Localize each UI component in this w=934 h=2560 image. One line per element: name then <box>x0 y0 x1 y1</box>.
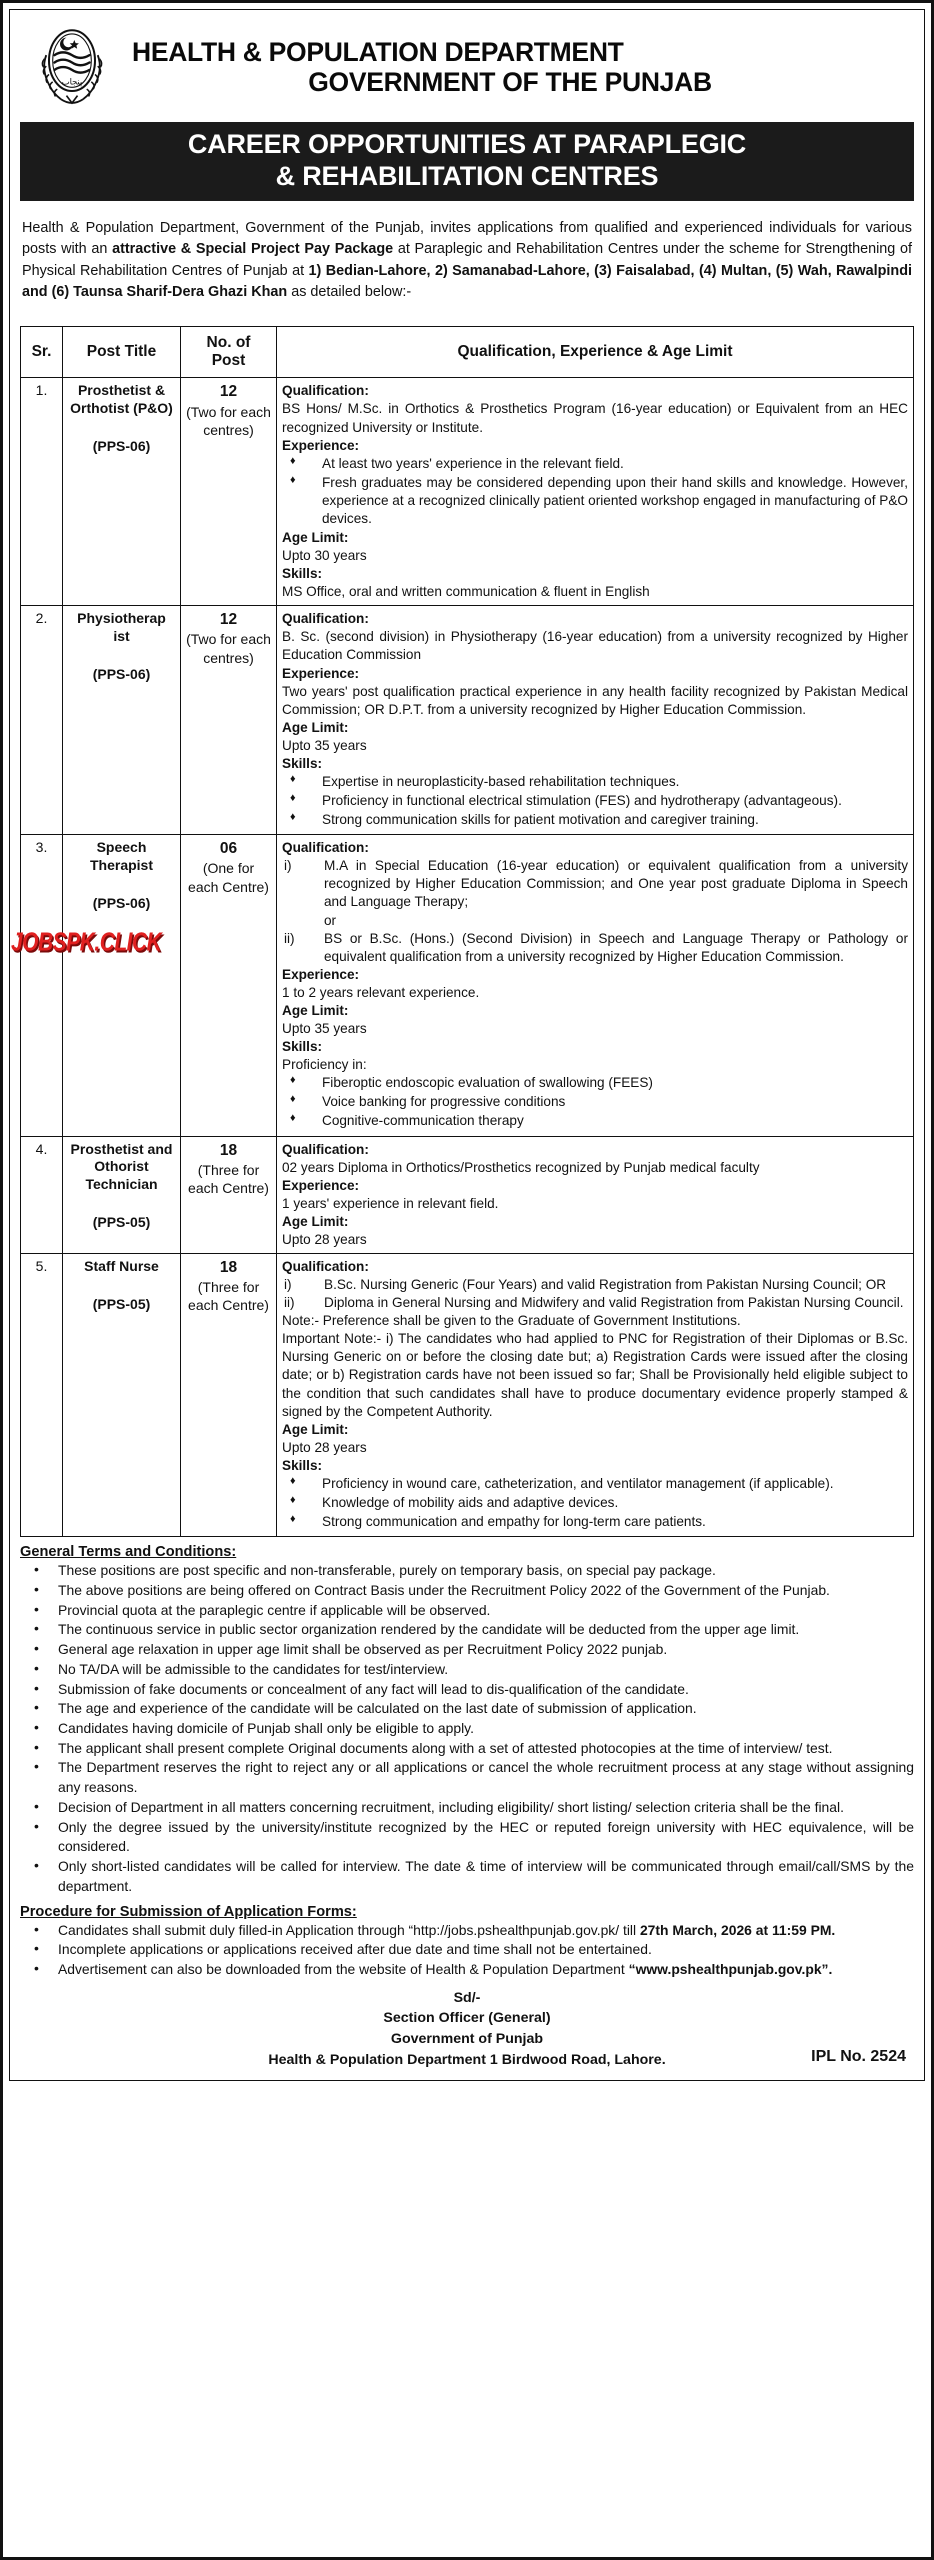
row-5-skills-label: Skills: <box>282 1457 323 1473</box>
list-item: ♦ Fresh graduates may be considered depending upon their hand skills and knowledge. However, experience at a recognized clinically patient oriented workshop engaged in manufacturing of P&O devices. <box>282 474 908 528</box>
list-item: • Only the degree issued by the university/institute recognized by the HEC or reputed foreign university with HEC equivalence, will be considered. <box>20 1818 914 1857</box>
table-row <box>21 1253 914 1536</box>
signature-officer: Section Officer (General) <box>383 2010 551 2027</box>
row-3-skills-intro: Proficiency in: <box>282 1057 367 1073</box>
row-4-experience-text: 1 years' experience in relevant field. <box>282 1195 499 1211</box>
watermark-jobspk: JOBSPK.CLICK <box>11 928 162 957</box>
row-2-qualification-text: B. Sc. (second division) in Physiotherapy (16-year education) from a university recognized by Higher Education Commission <box>282 629 908 663</box>
row-3-qualification-list-2 <box>282 930 908 966</box>
row-5-qual-ii-marker: ii) <box>284 1295 295 1311</box>
row-3-details <box>277 835 914 1136</box>
list-item: • The Department reserves the right to reject any or all applications or cancel the whole recruitment process at any stage without assigning any reasons. <box>20 1758 914 1797</box>
row-3-skills-list <box>282 1074 908 1130</box>
punjab-government-crest-icon <box>26 22 118 114</box>
intro-part-1: Health & Population Department, Government of the Punjab, invites applications from qualified and experienced individuals for various posts with an <box>22 219 912 258</box>
list-item <box>282 857 908 911</box>
department-title: HEALTH & POPULATION DEPARTMENT <box>132 37 624 68</box>
list-item: • These positions are post specific and non-transferable, purely on temporary basis, on special pay package. <box>20 1561 914 1581</box>
list-item <box>20 1921 914 1941</box>
row-4-count-note: (Three for each Centre) <box>188 1161 269 1196</box>
row-4-post-title <box>63 1136 181 1253</box>
row-3-title-text: Speech Therapist <box>89 839 153 874</box>
row-5-qual-i-text: B.Sc. Nursing Generic (Four Years) and valid Registration from Pakistan Nursing Council; OR <box>324 1277 887 1293</box>
list-item: ♦ Fiberoptic endoscopic evaluation of swallowing (FEES) <box>282 1074 908 1092</box>
row-4-age-limit-label: Age Limit: <box>282 1213 349 1229</box>
row-2-skills-label: Skills: <box>282 755 323 771</box>
row-2-experience-label: Experience: <box>282 665 360 681</box>
row-1-qualification-label: Qualification: <box>282 383 369 399</box>
list-item: • Submission of fake documents or concealment of any fact will lead to dis-qualification of the candidate. <box>20 1680 914 1700</box>
column-header-no-of-post: No. of Post <box>181 327 277 378</box>
list-item: • The continuous service in public sector organization rendered by the candidate will be deducted from the upper age limit. <box>20 1620 914 1640</box>
list-item: • Only short-listed candidates will be called for interview. The date & time of interview will be communicated through email/call/SMS by the department. <box>20 1857 914 1896</box>
row-3-post-title <box>63 835 181 1136</box>
list-item: • The applicant shall present complete Original documents along with a set of attested photocopies at the time of interview/ test. <box>20 1739 914 1759</box>
row-5-important-note: Important Note:- i) The candidates who had applied to PNC for Registration of their Diplomas or B.Sc. Nursing Generic on or before the closing date but; a) Registration Cards were issued after the closing date; or b) Registration cards have not been issued so far; Shall be Provisionally held eligible subject to the condition that such candidates shall have to produce documentary evidence properly stamped & signed by the Competent Authority. <box>282 1331 908 1419</box>
row-1-experience-label: Experience: <box>282 437 360 453</box>
row-2-title-text: Physiotherap ist <box>77 610 166 645</box>
banner-line-2: & REHABILITATION CENTRES <box>275 160 659 191</box>
procedure-item-3-text: Advertisement can also be downloaded from the website of Health & Population Department <box>58 1961 629 1978</box>
row-4-details <box>277 1136 914 1253</box>
table-row <box>21 1136 914 1253</box>
row-1-skills-text: MS Office, oral and written communication & fluent in English <box>282 584 650 600</box>
row-5-age-limit-label: Age Limit: <box>282 1421 349 1437</box>
list-item: ♦ Expertise in neuroplasticity-based rehabilitation techniques. <box>282 773 908 791</box>
procedure-item-1-text: Candidates shall submit duly filled-in Application through “http://jobs.pshealthpunjab.gov.pk/ till <box>58 1921 640 1938</box>
row-3-pay-scale: (PPS-06) <box>92 895 151 912</box>
column-header-sr: Sr. <box>21 327 63 378</box>
row-5-age-limit-text: Upto 28 years <box>282 1439 367 1455</box>
intro-bold-pay-package: attractive & Special Project Pay Package <box>112 241 394 258</box>
list-item <box>20 1960 914 1980</box>
application-deadline: 27th March, 2026 at 11:59 PM. <box>639 1921 836 1938</box>
list-item <box>282 1276 908 1294</box>
row-1-no-of-post <box>181 378 277 606</box>
row-4-count: 18 <box>219 1141 238 1159</box>
list-item: • Provincial quota at the paraplegic centre if applicable will be observed. <box>20 1601 914 1621</box>
list-item: ♦ At least two years' experience in the relevant field. <box>282 455 908 473</box>
procedure-list <box>20 1921 914 1980</box>
procedure-heading: Procedure for Submission of Application Forms: <box>20 1903 357 1920</box>
row-1-count-note: (Two for each centres) <box>186 403 271 438</box>
row-1-count: 12 <box>219 383 238 401</box>
row-5-note: Note:- Preference shall be given to the Graduate of Government Institutions. <box>282 1313 741 1329</box>
signature-address: Health & Population Department 1 Birdwood Road, Lahore. <box>268 2051 666 2068</box>
page-header <box>20 18 914 120</box>
row-4-qualification-label: Qualification: <box>282 1141 369 1157</box>
banner-line-1: CAREER OPPORTUNITIES AT PARAPLEGIC <box>187 129 747 159</box>
row-5-details <box>277 1253 914 1536</box>
row-3-count-note: (One for each Centre) <box>188 860 269 895</box>
row-5-qualification-label: Qualification: <box>282 1258 369 1274</box>
column-header-qualification: Qualification, Experience & Age Limit <box>277 327 914 378</box>
row-2-experience-text: Two years' post qualification practical experience in any health facility recognized by Pakistan Medical Commission; OR D.P.T. from a university recognized by Higher Education Commission. <box>282 683 908 717</box>
list-item: • No TA/DA will be admissible to the candidates for test/interview. <box>20 1660 914 1680</box>
list-item <box>282 930 908 966</box>
government-title: GOVERNMENT OF THE PUNJAB <box>308 67 712 97</box>
row-1-title-text: Prosthetist & Orthotist (P&O) <box>70 382 173 417</box>
row-2-age-limit-text: Upto 35 years <box>282 737 367 753</box>
list-item: • The age and experience of the candidate will be calculated on the last date of submission of application. <box>20 1699 914 1719</box>
row-3-qualification-label: Qualification: <box>282 840 369 856</box>
row-2-skills-list <box>282 773 908 829</box>
row-1-details <box>277 378 914 606</box>
intro-part-3: as detailed below:- <box>287 284 412 301</box>
header-title-block <box>132 38 914 97</box>
row-5-qual-i-marker: i) <box>284 1277 292 1293</box>
svg-text:پنجاب: پنجاب <box>61 77 83 87</box>
column-header-post-title: Post Title <box>63 327 181 378</box>
row-3-qualification-list <box>282 857 908 911</box>
row-3-sr: 3. <box>21 835 63 1136</box>
row-2-count: 12 <box>219 611 238 629</box>
introduction-paragraph <box>20 216 914 312</box>
row-5-qualification-list <box>282 1276 908 1312</box>
row-4-age-limit-text: Upto 28 years <box>282 1231 367 1247</box>
row-5-pay-scale: (PPS-05) <box>92 1295 151 1312</box>
list-item: ♦ Proficiency in functional electrical stimulation (FES) and hydrotherapy (advantageous). <box>282 792 908 810</box>
row-5-sr: 5. <box>21 1253 63 1536</box>
row-1-experience-list <box>282 455 908 528</box>
row-3-qual-ii-marker: ii) <box>284 930 295 946</box>
ipl-number: IPL No. 2524 <box>811 2048 906 2066</box>
row-4-no-of-post <box>181 1136 277 1253</box>
row-2-count-note: (Two for each centres) <box>186 631 271 666</box>
row-1-skills-label: Skills: <box>282 566 323 582</box>
row-3-qual-ii-text: BS or B.Sc. (Hons.) (Second Division) in Speech and Language Therapy or Pathology or equivalent qualification from a university recognized by Higher Education Commission. <box>324 930 908 964</box>
list-item: • General age relaxation in upper age limit shall be observed as per Recruitment Policy 2022 punjab. <box>20 1640 914 1660</box>
row-3-age-limit-text: Upto 35 years <box>282 1021 367 1037</box>
row-5-post-title <box>63 1253 181 1536</box>
row-3-count: 06 <box>219 840 238 858</box>
advertisement-inner-border <box>9 9 925 2081</box>
general-terms-list <box>20 1561 914 1896</box>
row-5-no-of-post <box>181 1253 277 1536</box>
row-2-details <box>277 606 914 835</box>
list-item: • Candidates having domicile of Punjab shall only be eligible to apply. <box>20 1719 914 1739</box>
row-4-qualification-text: 02 years Diploma in Orthotics/Prosthetics recognized by Punjab medical faculty <box>282 1159 760 1175</box>
row-3-skills-label: Skills: <box>282 1039 323 1055</box>
row-2-post-title <box>63 606 181 835</box>
department-website: “www.pshealthpunjab.gov.pk”. <box>628 1961 833 1978</box>
list-item: ♦ Cognitive-communication therapy <box>282 1112 908 1130</box>
row-5-qual-ii-text: Diploma in General Nursing and Midwifery and valid Registration from Pakistan Nursing Council. <box>324 1295 904 1311</box>
list-item: ♦ Strong communication and empathy for long-term care patients. <box>282 1513 908 1531</box>
row-5-skills-list <box>282 1475 908 1531</box>
row-4-experience-label: Experience: <box>282 1177 360 1193</box>
table-row <box>21 378 914 606</box>
row-1-age-limit-label: Age Limit: <box>282 530 349 545</box>
list-item <box>282 1294 908 1312</box>
row-2-sr: 2. <box>21 606 63 835</box>
intro-bold-centres: 1) Bedian-Lahore, 2) Samanabad-Lahore, (3) Faisalabad, (4) Multan, (5) Wah, Rawalpindi and (6) Taunsa Sharif-Dera Ghazi Khan <box>22 262 912 301</box>
table-row <box>21 606 914 835</box>
table-row <box>21 835 914 1136</box>
general-terms-heading: General Terms and Conditions: <box>20 1544 237 1561</box>
signature-government: Government of Punjab <box>390 2031 544 2048</box>
row-2-no-of-post <box>181 606 277 835</box>
signature-sd: Sd/- <box>453 1989 481 2006</box>
career-opportunities-banner <box>20 122 914 201</box>
row-5-title-text: Staff Nurse <box>84 1257 159 1274</box>
row-2-age-limit-label: Age Limit: <box>282 719 349 735</box>
list-item: ♦ Proficiency in wound care, catheterization, and ventilator management (if applicable). <box>282 1475 908 1493</box>
row-1-age-limit-text: Upto 30 years <box>282 548 367 564</box>
row-5-count-note: (Three for each Centre) <box>188 1279 269 1314</box>
list-item: • Incomplete applications or applications received after due date and time shall not be entertained. <box>20 1940 914 1960</box>
list-item: ♦ Knowledge of mobility aids and adaptive devices. <box>282 1494 908 1512</box>
row-3-experience-label: Experience: <box>282 966 360 982</box>
job-positions-table <box>20 326 914 1537</box>
row-3-age-limit-label: Age Limit: <box>282 1002 349 1018</box>
row-2-qualification-label: Qualification: <box>282 611 369 627</box>
row-1-post-title <box>63 378 181 606</box>
row-1-pay-scale: (PPS-06) <box>92 438 151 455</box>
row-5-count: 18 <box>219 1258 238 1276</box>
table-header-row <box>21 327 914 378</box>
row-3-qual-i-marker: i) <box>284 858 292 874</box>
intro-part-2: at Paraplegic and Rehabilitation Centres under the scheme for Strengthening of Physical Rehabilitation Centres of Punjab at <box>22 241 912 279</box>
row-3-qual-i-text: M.A in Special Education (16-year education) or equivalent qualification from a university recognized by Higher Education Commission; and One year post graduate Diploma in Speech and Language Therapy; <box>324 858 908 910</box>
row-4-sr: 4. <box>21 1136 63 1253</box>
signature-block <box>20 1988 914 2070</box>
row-3-or-separator: or <box>324 912 337 928</box>
list-item: ♦ Strong communication skills for patient motivation and caregiver training. <box>282 811 908 829</box>
list-item: ♦ Voice banking for progressive conditions <box>282 1093 908 1111</box>
row-3-no-of-post <box>181 835 277 1136</box>
row-4-pay-scale: (PPS-05) <box>92 1214 151 1231</box>
row-3-experience-text: 1 to 2 years relevant experience. <box>282 984 480 1000</box>
list-item: • The above positions are being offered on Contract Basis under the Recruitment Policy 2022 of the Government of the Punjab. <box>20 1581 914 1601</box>
row-4-title-text: Prosthetist and Othorist Technician <box>70 1140 173 1193</box>
row-1-qualification-text: BS Hons/ M.Sc. in Orthotics & Prosthetics Program (16-year education) or Equivalent from an HEC recognized University or Institute. <box>282 401 908 435</box>
list-item: • Decision of Department in all matters concerning recruitment, including eligibility/ short listing/ selection criteria shall be the final. <box>20 1798 914 1818</box>
row-2-pay-scale: (PPS-06) <box>92 666 151 683</box>
row-1-sr: 1. <box>21 378 63 606</box>
